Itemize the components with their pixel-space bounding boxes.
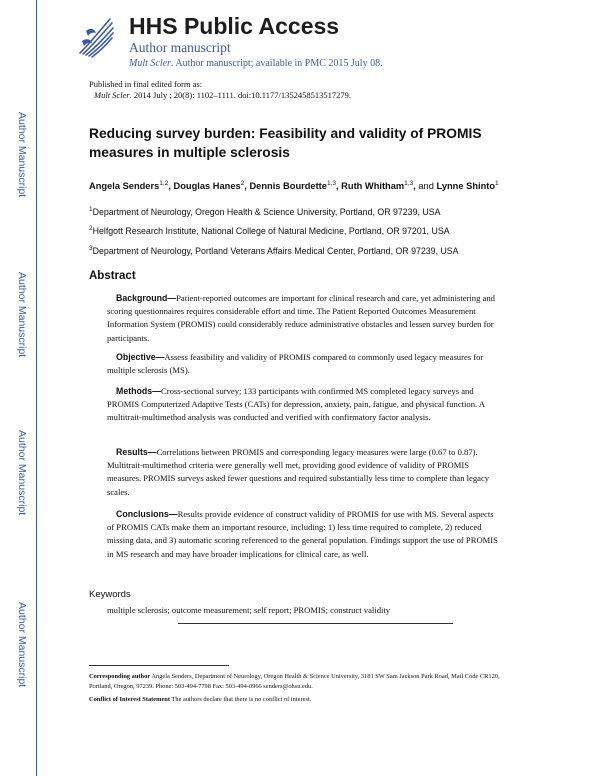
- publication-journal: Mult Scler: [94, 90, 130, 100]
- author-manuscript-subtitle: Author manuscript: [129, 40, 231, 55]
- abstract-conclusions: [107, 508, 500, 561]
- author-affiliation-sup: 1,3: [326, 180, 336, 187]
- affiliation-num: 3: [89, 245, 93, 252]
- affiliation-2: [89, 225, 529, 236]
- abstract-objective: [107, 351, 500, 377]
- section-label: Background—: [116, 293, 177, 303]
- affiliation-num: 2: [89, 225, 93, 232]
- publication-details: [89, 90, 351, 101]
- footnote-divider: [89, 665, 229, 666]
- affiliation-text: Department of Neurology, Portland Veterans Affairs Medical Center, Portland, OR 97239, USA: [92, 245, 459, 256]
- abstract-background: [107, 292, 500, 345]
- author-list: Angela Senders$^{1,2}$, Douglas Hanes$^2$, Dennis Bourdette$^{1,3}$, Ruth Whitham$^{1,3}$, and Lynne Shinto$^1$: [89, 180, 499, 192]
- affiliation-text: Helfgott Research Institute, National College of Natural Medicine, Portland, OR 97201, USA: [92, 225, 450, 236]
- conflict-text: The authors declare that there is no conflict of interest.: [171, 696, 312, 703]
- section-text: Cross-sectional survey; 133 participants with confirmed MS completed legacy surveys and PROMIS Computerized Adaptive Tests (CATs) for depression, anxiety, pain, fatigue, and physical function. A multitrait-multimethod analysis was conducted and verified with confirmatory factor analysis.: [107, 386, 485, 423]
- author-affiliation-sup: 1,2: [159, 180, 169, 187]
- sidebar-divider: [36, 0, 37, 776]
- keywords-heading: Keywords: [89, 589, 131, 600]
- author-name: Dennis Bourdette: [249, 181, 327, 192]
- section-label: Conclusions—: [116, 509, 178, 519]
- published-line: Published in final edited form as:: [89, 79, 203, 89]
- hhs-public-access-title: HHS Public Access: [129, 13, 340, 39]
- section-text: Results provide evidence of construct validity of PROMIS for use with MS. Several aspects of PROMIS CATs make them an important resource, including: 1) less time required to complete, 2) reduced missing data, and 3) automatic scoring referenced to the general population. Findings support the use of PROMIS in MS research and may have broader implications for clinical care, as well.: [107, 509, 498, 559]
- abstract-results: [107, 446, 500, 499]
- corresponding-author-note: [89, 672, 519, 692]
- corresponding-label: Corresponding author: [89, 673, 151, 680]
- citation-rest: . Author manuscript; available in PMC 2015 July 08.: [170, 58, 383, 69]
- conflict-of-interest-note: [89, 695, 519, 705]
- article-title: Reducing survey burden: Feasibility and validity of PROMIS measures in multiple sclerosis: [89, 126, 482, 160]
- author-name: Angela Senders: [89, 181, 160, 192]
- section-label: Objective—: [116, 352, 165, 362]
- author-name: Lynne Shinto: [436, 181, 496, 192]
- manuscript-citation: [129, 58, 383, 69]
- abstract-methods: [107, 385, 500, 425]
- section-text: Patient-reported outcomes are important for clinical research and care, yet administering and scoring questionnaires requires considerable effort and time. The Patient Reported Outcomes Measurement Information System (PROMIS) could considerably reduce administrative obstacles and lessen survey burden for participants.: [107, 293, 495, 343]
- author-name: Douglas Hanes: [173, 181, 241, 192]
- publication-doi: . 2014 July ; 20(8): 1102–1111. doi:10.1177/1352458513517279.: [129, 90, 351, 100]
- corresponding-text: Angela Senders, Department of Neurology, Oregon Health & Science University, 3181 SW Sam Jackson Park Road, Mail Code CR120, Portland, Oregon, 97239. Phone: 503-494-7798 Fax: 503-494-0966 senders@ohsu.edu.: [89, 673, 500, 690]
- author-and: and: [418, 181, 434, 192]
- section-text: Assess feasibility and validity of PROMIS compared to commonly used legacy measures for multiple sclerosis (MS).: [107, 352, 484, 376]
- author-affiliation-sup: 1,3: [404, 180, 414, 187]
- keywords-list: multiple sclerosis; outcome measurement; self report; PROMIS; construct validity: [107, 605, 391, 615]
- author-affiliation-sup: 1: [495, 180, 499, 187]
- section-label: Results—: [116, 447, 157, 457]
- affiliation-text: Department of Neurology, Oregon Health & Science University, Portland, OR 97239, USA: [92, 206, 441, 217]
- affiliation-num: 1: [89, 206, 93, 213]
- section-label: Methods—: [116, 386, 161, 396]
- citation-journal: Mult Scler: [129, 58, 171, 69]
- hhs-eagle-logo-icon: [76, 13, 116, 59]
- affiliation-1: [89, 206, 529, 217]
- author-affiliation-sup: 2: [240, 180, 245, 187]
- author-name: Ruth Whitham: [341, 181, 405, 192]
- section-text: Correlations between PROMIS and corresponding legacy measures were large (0.67 to 0.87). Multitrait-multimethod criteria were generally well met, providing good evidence of validity of PROMIS measures. PROMIS surveys asked fewer questions and required substantially less time to complete than legacy scales.: [107, 447, 490, 497]
- publication-info: [89, 79, 351, 101]
- keywords-divider: [178, 623, 453, 624]
- abstract-heading: Abstract: [89, 270, 136, 282]
- conflict-label: Conflict of Interest Statement: [89, 696, 170, 703]
- affiliation-3: [89, 245, 529, 256]
